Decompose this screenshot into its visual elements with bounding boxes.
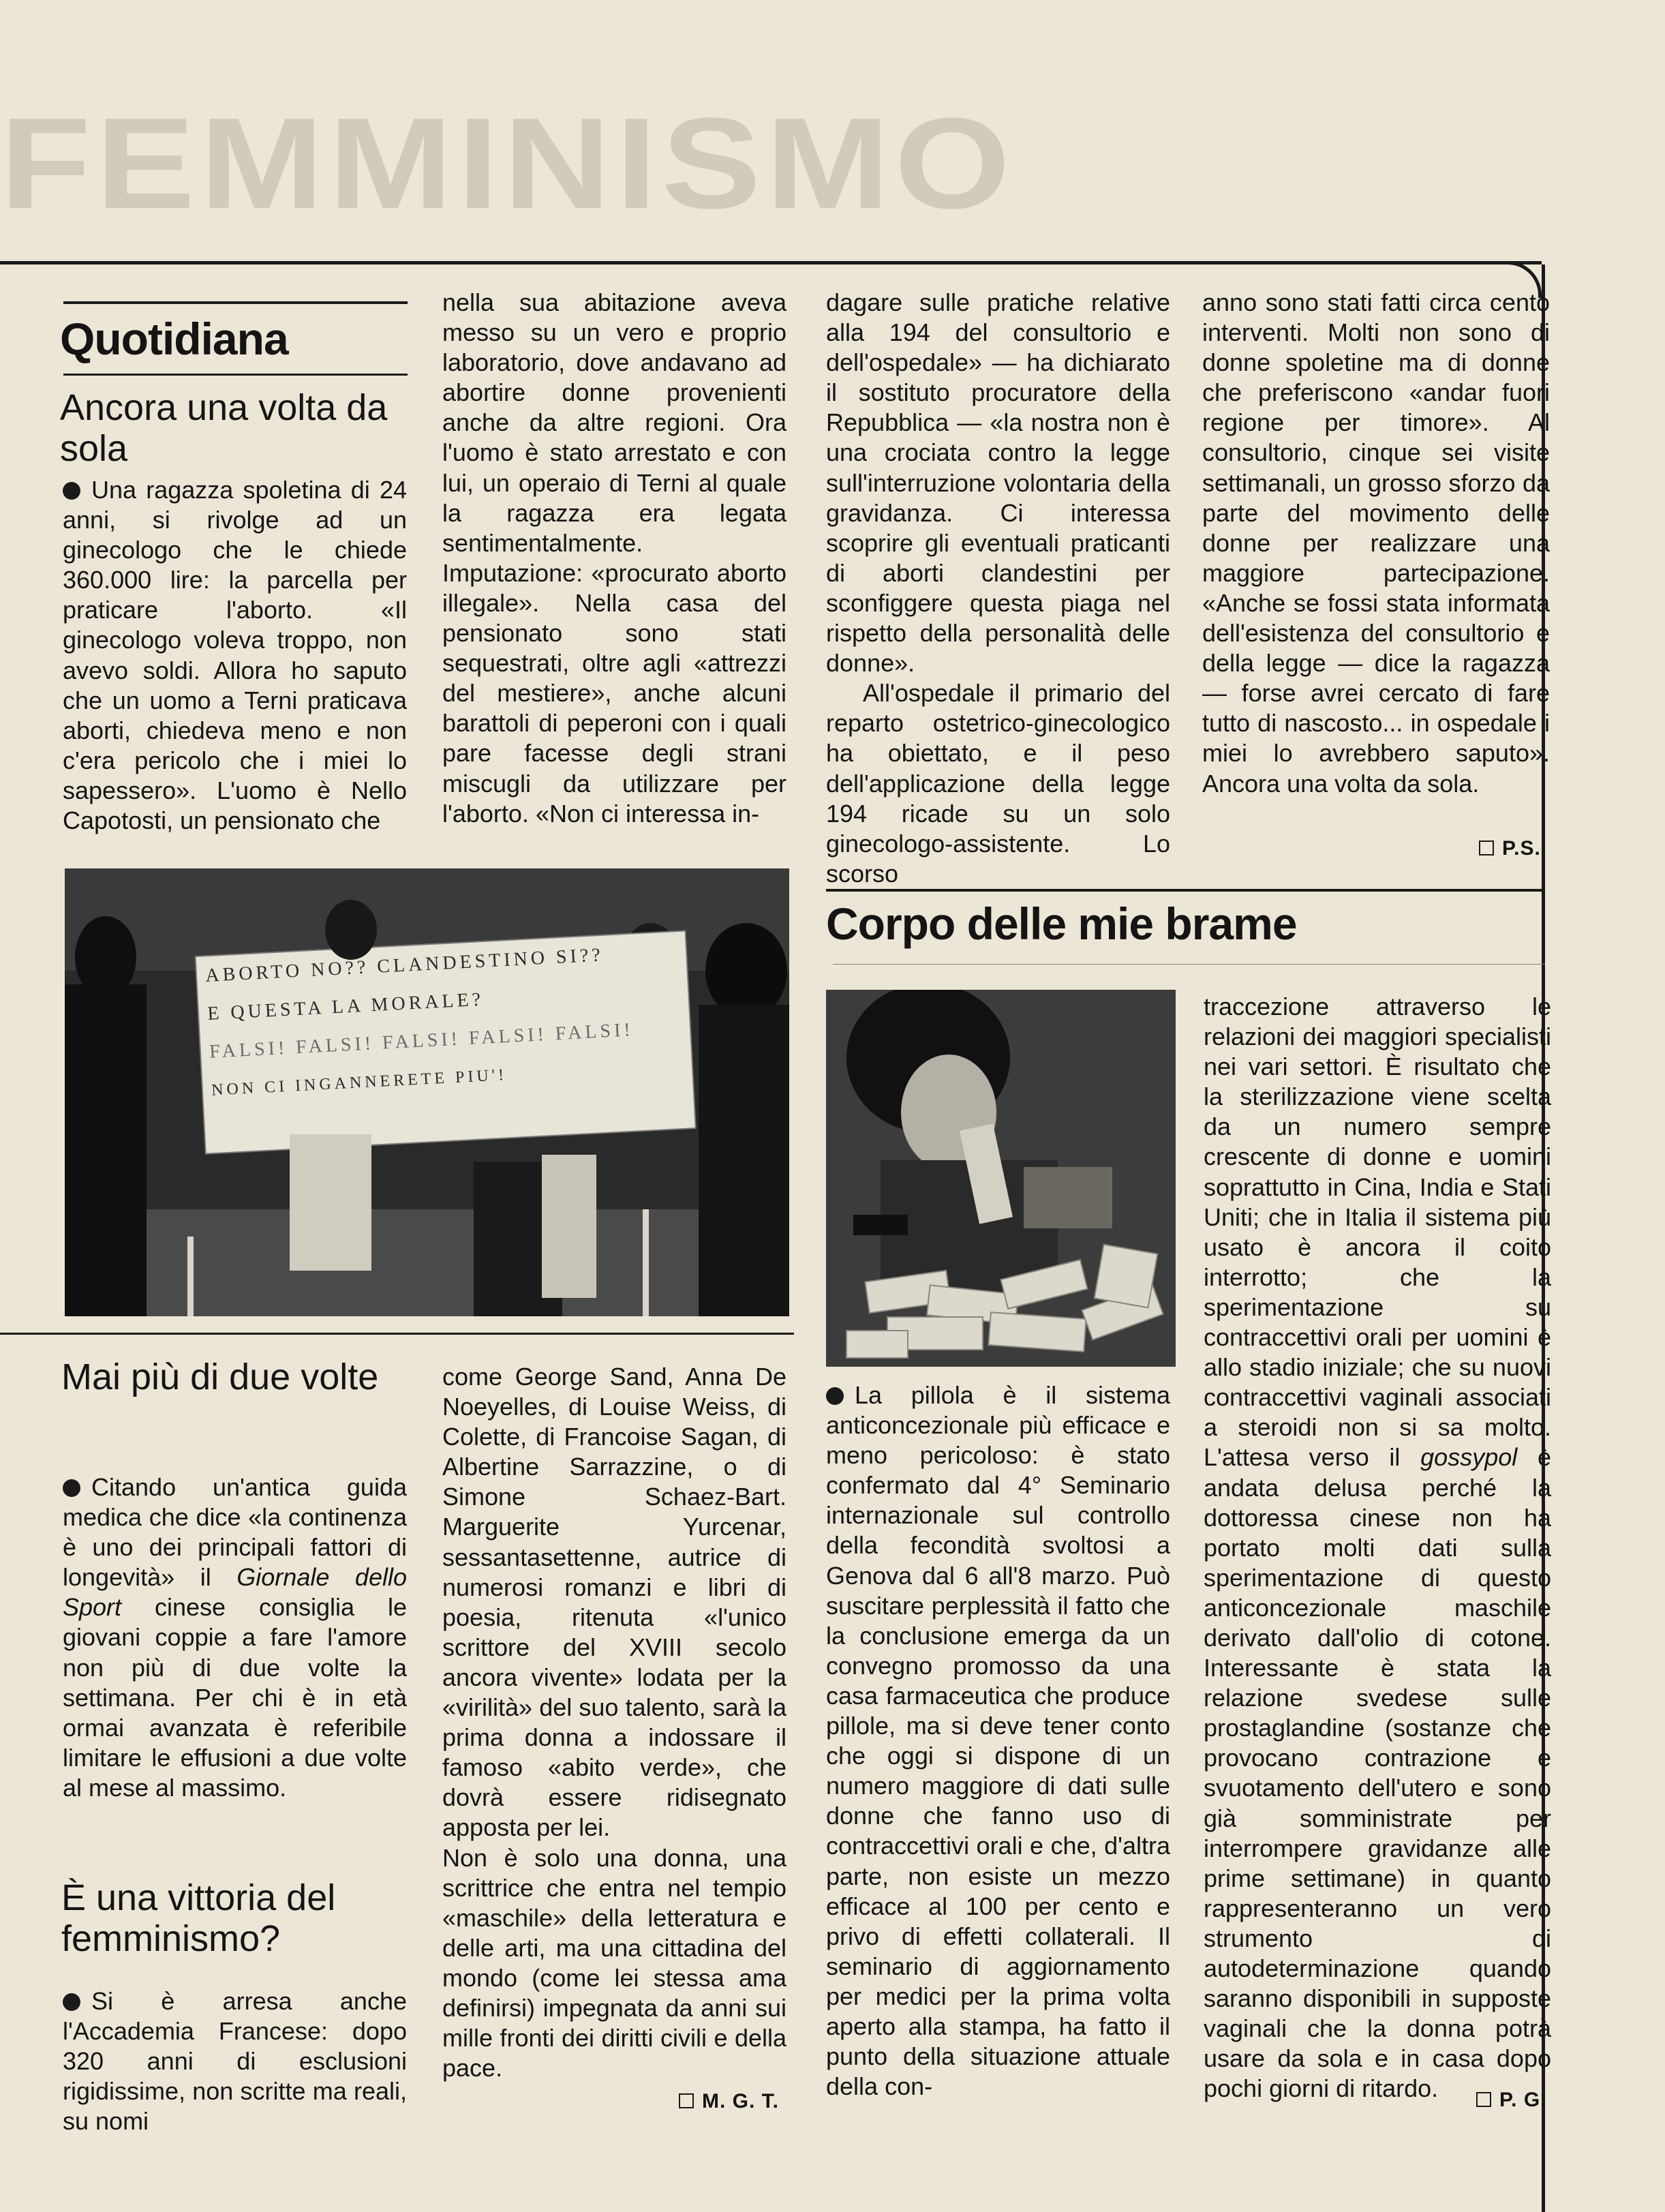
- vittoria-col2-p2: Non è solo una donna, una scrittrice che entra nel tempio «maschile» della letteratura e delle arti, ma una cittadina del mondo (come lei stessa ama definirsi) impegnata da anni sui mille fronti dei diritti civili e della pace.: [442, 1843, 786, 2082]
- mai-piu-headline: Mai più di due volte: [61, 1357, 379, 1397]
- bullet-icon: [63, 1479, 80, 1497]
- pills-photo-drawing: [826, 990, 1176, 1367]
- quotidiana-section-title: Quotidiana: [60, 314, 288, 364]
- bullet-icon: [63, 482, 80, 500]
- vittoria-col2-p1: come George Sand, Anna De Noeyelles, di Louise Weiss, di Colette, di Francoise Sagan, di Albertine Sarrazzine, o di Simone Schaez-Bart. Marguerite Yurcenar, sessantasettenne, autrice di numerosi romanzi e libri di poesia, ritenuta «l'unico scrittore del XVIII secolo ancora vivente» lodata per la «virilità» del suo talento, sarà la prima donna a indossare il famoso «abito verde», che dovrà essere ridisegnato apposta per lei.: [442, 1363, 786, 1842]
- drug-name: gossypol: [1420, 1443, 1518, 1472]
- banner-line-1: ABORTO NO?? CLANDESTINO SI??: [204, 944, 605, 986]
- newspaper-name: Giornale dello Sport: [63, 1563, 407, 1622]
- corpo-title-rule: [833, 964, 1545, 965]
- corpo-col2: traccezione attraverso le relazioni dei maggiori specialisti nei vari settori. È risultato che la sterilizzazione viene scelta da un numero sempre crescente di donne e uomini soprattutto in Cina, India e Stati Uniti; che in Italia il sistema più usato è ancora il coito interrotto; che la sperimentazione su contraccettivi orali per uomini è allo stadio iniziale; che su nuovi contraccettivi vaginali associati a steroidi non si sa molto. L'attesa verso il gossypol è andata delusa perché la dottoressa cinese non ha portato molti dati sulla sperimentazione di questo anticoncezionale maschile derivato dall'olio di cotone. Interessante è stata la relazione svedese sulle prostaglandine (sostanze che provocano contrazione e svuotamento dell'utero e sono già somministrate per interrompere gravidanze alle prime settimane) in quanto rappresenteranno un vero strumento di autodeterminazione quando saranno disponibili in supposte vaginali che la donna potrà usare da sola e in casa dopo pochi giorni di ritardo.: [1204, 993, 1551, 2103]
- quotidiana-col2-text: nella sua abitazione aveva messo su un vero e proprio laboratorio, dove andavano ad abortire donne provenienti anche da altre regioni. Ora l'uomo è stato arrestato e con lui, un operaio di Terni al quale la ragazza era legata sentimentalmente. Imputazione: «procurato aborto illegale». Nella casa del pensionato sono stati sequestrati, oltre agli «attrezzi del mestiere», anche alcuni barattoli di peperoni con i quali pare facesse degli strani miscugli da utilizzare per l'aborto. «Non ci interessa in-: [442, 288, 786, 828]
- frame-top-rule: [0, 261, 1542, 264]
- bleed-through-heading: FEMMINISMO: [0, 102, 1015, 225]
- vittoria-headline: È una vittoria del femminismo?: [61, 1877, 336, 1959]
- protest-banner: [204, 932, 689, 1109]
- signature-box-icon: [679, 2093, 694, 2108]
- corpo-col1: La pillola è il sistema anticoncezionale più efficace e meno pericoloso: è stato confermato dal 4° Seminario internazionale sul controllo della fecondità svoltosi a Genova dal 6 all'8 marzo. Può suscitare perplessità il fatto che la conclusione emerga da un convegno promosso da una casa farmaceutica che produce pillole, ma si deve tener conto che oggi si dispone di un numero maggiore di dati sulle donne che fanno uso di contraccettivi orali e che, d'altra parte, non esiste un mezzo efficace al 100 per cento e privo di effetti collaterali. Il seminario di aggiornamento per medici per la prima volta aperto alla stampa, ha fatto il punto della situazione attuale della con-: [826, 1381, 1170, 2101]
- banner-line-4: NON CI INGANNERETE PIU'!: [211, 1066, 508, 1100]
- vittoria-signature: M. G. T.: [679, 2090, 779, 2113]
- quotidiana-title-rule: [63, 374, 408, 376]
- mai-piu-body: Citando un'antica guida medica che dice «la continenza è uno dei principali fattori di longevità» il Giornale dello Sport cinese consiglia le giovani coppie a fare l'amore non più di due volte la settimana. Per chi è in età ormai avanzata è referibile limitare le effusioni a due volte al mese al massimo.: [63, 1473, 407, 1802]
- quotidiana-top-rule: [63, 301, 408, 304]
- quotidiana-col4: [1202, 288, 1550, 799]
- vittoria-col2: [442, 1362, 786, 2083]
- bullet-icon: [826, 1387, 844, 1405]
- quotidiana-bottom-rule: [826, 889, 1545, 892]
- corpo-signature: P. G.: [1476, 2089, 1546, 2112]
- signature-box-icon: [1476, 2092, 1491, 2107]
- protest-photo: [65, 868, 789, 1316]
- signature-box-icon: [1479, 840, 1494, 855]
- left-section-divider: [0, 1333, 794, 1335]
- quotidiana-col4-text: anno sono stati fatti circa cento interventi. Molti non sono di donne spoletine ma di donne che preferiscono «andar fuori regione per timore». Al consultorio, cinque sei visite settimanali, un grosso sforzo da parte del movimento delle donne per realizzare una maggiore partecipazione. «Anche se fossi stata informata dell'esistenza del consultorio e della legge — dice la ragazza — forse avrei cercato di fare tutto di nascosto... in ospedale i miei lo avrebbero saputo». Ancora una volta da sola.: [1202, 288, 1550, 798]
- quotidiana-signature: P.S.: [1479, 837, 1541, 860]
- quotidiana-col3-p1: dagare sulle pratiche relative alla 194 del consultorio e dell'ospedale» — ha dichiarato il sostituto procuratore della Repubblica — «la nostra non è una crociata contro la legge sull'interruzione volontaria della gravidanza. Ci interessa scoprire gli eventuali praticanti di aborti clandestini per sconfiggere questa piaga nel rispetto della personalità delle donne».: [826, 288, 1170, 678]
- corpo-section-title: Corpo delle mie brame: [826, 898, 1297, 949]
- quotidiana-col1: [63, 475, 407, 836]
- bullet-icon: [63, 1993, 80, 2011]
- quotidiana-col3-p2: All'ospedale il primario del reparto ostetrico-ginecologico ha obiettato, e il peso dell'applicazione della legge 194 ricade su un solo ginecologo-assistente. Lo scorso: [826, 679, 1170, 888]
- quotidiana-headline: Ancora una volta da sola: [60, 387, 388, 469]
- banner-line-2: E QUESTA LA MORALE?: [207, 988, 485, 1025]
- quotidiana-col2: [442, 288, 786, 829]
- vittoria-col1: Si è arresa anche l'Accademia Francese: dopo 320 anni di esclusioni rigidissime, non scritte ma reali, su nomi: [63, 1987, 407, 2136]
- pills-photo: [826, 990, 1176, 1367]
- banner-line-3: FALSI! FALSI! FALSI! FALSI! FALSI!: [209, 1019, 635, 1063]
- quotidiana-col1-text: Una ragazza spoletina di 24 anni, si rivolge ad un ginecologo che le chiede 360.000 lire: la parcella per praticare l'aborto. «Il ginecologo voleva troppo, non avevo soldi. Allora ho saputo che un uomo a Terni praticava aborti, chiedeva meno e non c'era pericolo che i miei lo sapessero». L'uomo è Nello Capotosti, un pensionato che: [63, 476, 407, 835]
- quotidiana-col3: [826, 288, 1170, 889]
